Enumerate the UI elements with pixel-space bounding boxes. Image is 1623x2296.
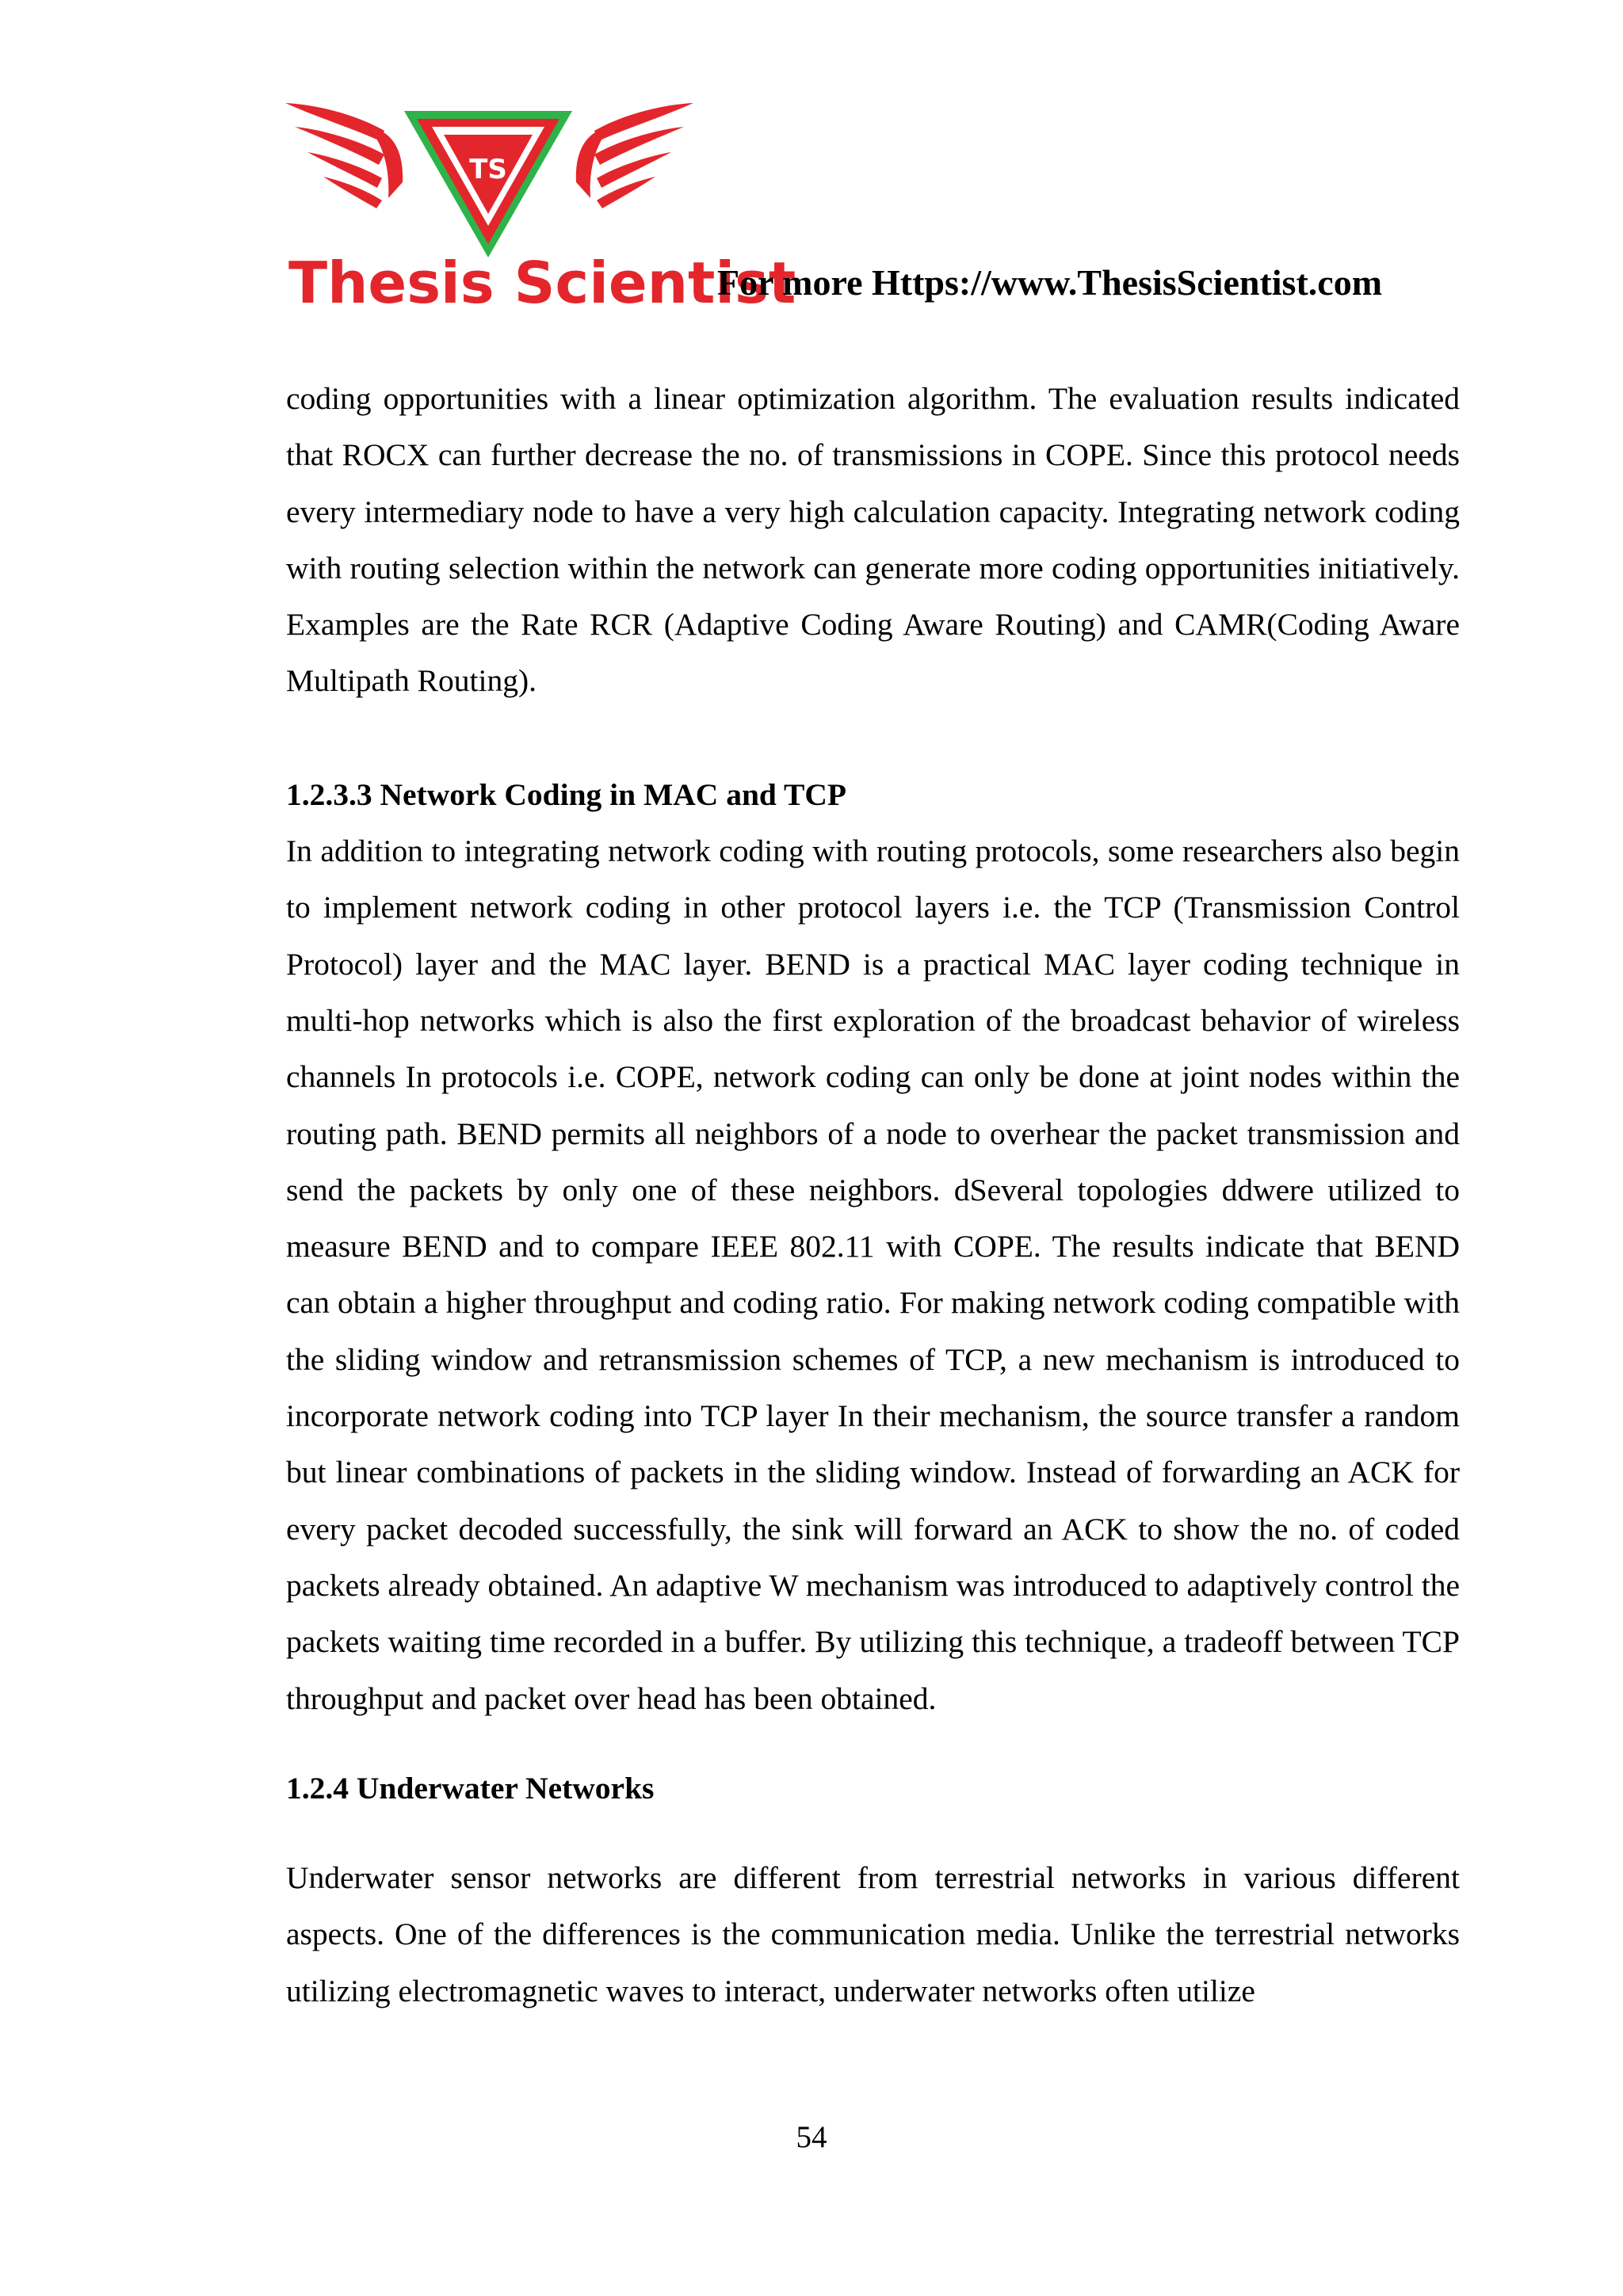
right-wing-icon <box>576 103 693 208</box>
header-website-link[interactable]: For more Https://www.ThesisScientist.com <box>717 262 1383 303</box>
logo-graphic <box>285 95 796 316</box>
paragraph-spacer <box>286 1727 1460 1760</box>
paragraph-spacer <box>286 710 1460 767</box>
body-paragraph-1: coding opportunities with a linear optimization algorithm. The evaluation results indicated that ROCX can further decrease the no. of transmissions in COPE. Since this protocol needs every intermediary node to have a very high calculation capacity. Integrating network coding with routing selection within the network can generate more coding opportunities initiatively. Examples are the Rate RCR (Adaptive Coding Aware Routing) and CAMR(Coding Aware Multipath Routing). <box>286 381 1460 699</box>
page-number: 54 <box>796 2120 827 2154</box>
section-heading-1-2-4: 1.2.4 Underwater Networks <box>286 1770 655 1806</box>
logo-wordmark: Thesis Scientist <box>288 250 796 316</box>
body-paragraph-2: In addition to integrating network coding with routing protocols, some researchers also begin to implement network coding in other protocol layers i.e. the TCP (Transmission Control Protocol) layer and the MAC layer. BEND is a practical MAC layer coding technique in multi-hop networks which is also the first exploration of the broadcast behavior of wireless channels In protocols i.e. COPE, network coding can only be done at joint nodes within the routing path. BEND permits all neighbors of a node to overhear the packet transmission and send the packets by only one of these neighbors. dSeveral topologies ddwere utilized to measure BEND and to compare IEEE 802.11 with COPE. The results indicate that BEND can obtain a higher throughput and coding ratio. For making network coding compatible with the sliding window and retransmission schemes of TCP, a new mechanism is introduced to incorporate network coding into TCP layer In their mechanism, the source transfer a random but linear combinations of packets in the sliding window. Instead of forwarding an ACK for every packet decoded successfully, the sink will forward an ACK to show the no. of coded packets already obtained. An adaptive W mechanism was introduced to adaptively control the packets waiting time recorded in a buffer. By utilizing this technique, a tradeoff between TCP throughput and packet over head has been obtained. <box>286 833 1460 1716</box>
thesis-scientist-logo <box>285 95 796 316</box>
left-wing-icon <box>285 103 403 208</box>
triangle-emblem-icon <box>404 111 572 257</box>
section-heading-1-2-3-3: 1.2.3.3 Network Coding in MAC and TCP <box>286 776 847 812</box>
logo-monogram: TS <box>469 154 507 185</box>
page-content <box>286 371 1460 2019</box>
page-header <box>285 95 1474 317</box>
paragraph-spacer <box>286 1817 1460 1850</box>
body-paragraph-3: Underwater sensor networks are different from terrestrial networks in various different aspects. One of the differences is the communication media. Unlike the terrestrial networks utilizing electromagnetic waves to interact, underwater networks often utilize <box>286 1860 1460 2008</box>
